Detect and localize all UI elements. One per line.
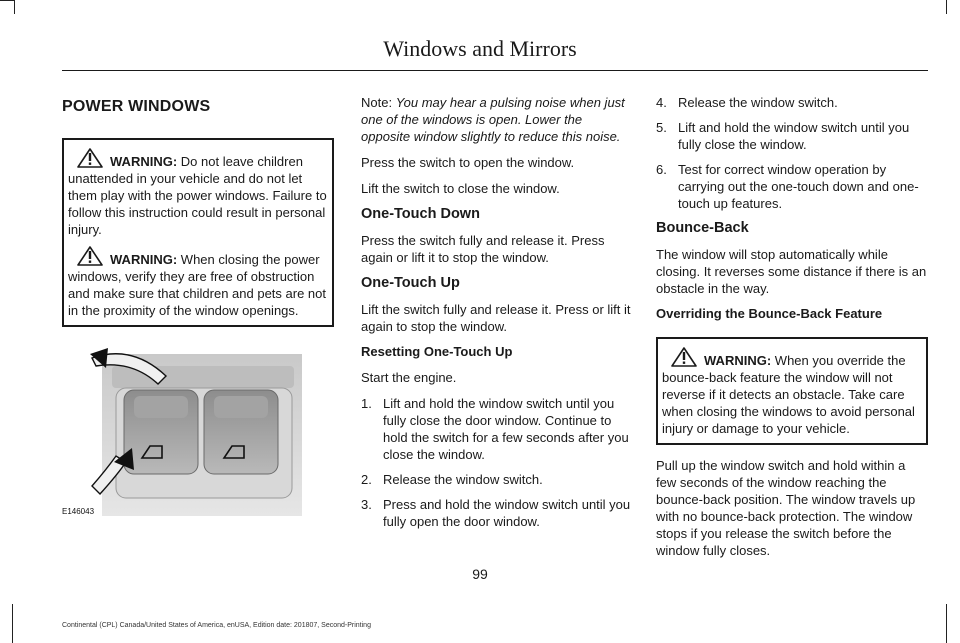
page-header-title: Windows and Mirrors bbox=[383, 36, 577, 61]
warning-paragraph bbox=[68, 148, 328, 238]
crop-mark bbox=[14, 0, 15, 14]
warning-text: Do not leave children unattended in your vehicle and do not let them play with the power windows. Failure to follow this instruction could result in personal injury. bbox=[68, 154, 327, 237]
warning-label: WARNING: bbox=[110, 252, 178, 267]
list-item bbox=[656, 119, 928, 153]
list-item bbox=[361, 496, 631, 530]
warning-box bbox=[656, 337, 928, 445]
paragraph: Press the switch fully and release it. Press again or lift it to stop the window. bbox=[361, 233, 605, 265]
warning-box bbox=[62, 138, 334, 327]
crop-mark bbox=[0, 0, 14, 1]
paragraph: Start the engine. bbox=[361, 370, 457, 385]
steps-list bbox=[656, 94, 928, 212]
subheading: Resetting One-Touch Up bbox=[361, 344, 513, 359]
paragraph: Lift the switch fully and release it. Press or lift it again to stop the window. bbox=[361, 302, 631, 334]
window-switch-drawing bbox=[62, 346, 334, 516]
list-item bbox=[361, 395, 631, 463]
step-number: 6. bbox=[656, 162, 667, 177]
warning-label: WARNING: bbox=[704, 353, 772, 368]
subheading: Bounce-Back bbox=[656, 220, 749, 236]
column-middle bbox=[361, 94, 631, 538]
paragraph: Pull up the window switch and hold within a few seconds of the window reaching the bounce-back position. The window travels up with no bounce-back protection. The window stops if you release the switch before the window fully closes. bbox=[656, 458, 916, 558]
note-label: Note: bbox=[361, 95, 393, 110]
header-divider bbox=[62, 70, 928, 71]
column-right bbox=[656, 94, 928, 568]
step-number: 3. bbox=[361, 497, 372, 512]
crop-mark bbox=[946, 604, 947, 643]
note-paragraph bbox=[361, 94, 631, 145]
step-number: 2. bbox=[361, 472, 372, 487]
step-text: Release the window switch. bbox=[383, 472, 543, 487]
step-number: 4. bbox=[656, 95, 667, 110]
step-number: 1. bbox=[361, 396, 372, 411]
warning-text: When closing the power windows, verify they are free of obstruction and make sure that children and pets are not in the proximity of the window openings. bbox=[68, 252, 326, 318]
step-text: Release the window switch. bbox=[678, 95, 838, 110]
subheading: Overriding the Bounce-Back Feature bbox=[656, 306, 883, 321]
warning-triangle-icon bbox=[670, 347, 698, 367]
warning-paragraph bbox=[662, 347, 922, 437]
footer-text: Continental (CPL) Canada/United States of America, enUSA, Edition date: 201807, Second-Printing bbox=[62, 622, 371, 629]
paragraph: The window will stop automatically while closing. It reverses some distance if there is an obstacle in the way. bbox=[656, 247, 927, 296]
section-heading: POWER WINDOWS bbox=[62, 98, 211, 115]
note-text: You may hear a pulsing noise when just one of the windows is open. Lower the opposite window slightly to reduce this noise. bbox=[361, 95, 625, 144]
crop-mark bbox=[12, 604, 13, 643]
warning-paragraph bbox=[68, 246, 328, 319]
warning-label: WARNING: bbox=[110, 154, 178, 169]
crop-mark bbox=[946, 0, 947, 14]
paragraph: Press the switch to open the window. bbox=[361, 155, 575, 170]
list-item bbox=[656, 161, 928, 212]
subheading: One-Touch Up bbox=[361, 275, 460, 291]
list-item bbox=[656, 94, 928, 111]
column-left bbox=[62, 94, 334, 345]
step-text: Lift and hold the window switch until you fully close the door window. Continue to hold the switch for a few seconds after you close the window. bbox=[383, 396, 629, 462]
step-text: Press and hold the window switch until you fully open the door window. bbox=[383, 497, 631, 529]
page-number: 99 bbox=[472, 566, 488, 582]
list-item bbox=[361, 471, 631, 488]
step-text: Lift and hold the window switch until you fully close the window. bbox=[678, 120, 910, 152]
paragraph: Lift the switch to close the window. bbox=[361, 181, 560, 196]
warning-triangle-icon bbox=[76, 148, 104, 168]
window-switch-illustration bbox=[62, 346, 334, 516]
step-number: 5. bbox=[656, 120, 667, 135]
warning-triangle-icon bbox=[76, 246, 104, 266]
step-text: Test for correct window operation by carrying out the one-touch down and one-touch up features. bbox=[678, 162, 919, 211]
warning-text: When you override the bounce-back feature the window will not reverse if it detects an obstacle. Take care when closing the windows to avoid personal injury or damage to your vehicle. bbox=[662, 353, 915, 436]
steps-list bbox=[361, 395, 631, 530]
illustration-code: E146043 bbox=[62, 507, 95, 516]
subheading: One-Touch Down bbox=[361, 206, 480, 222]
